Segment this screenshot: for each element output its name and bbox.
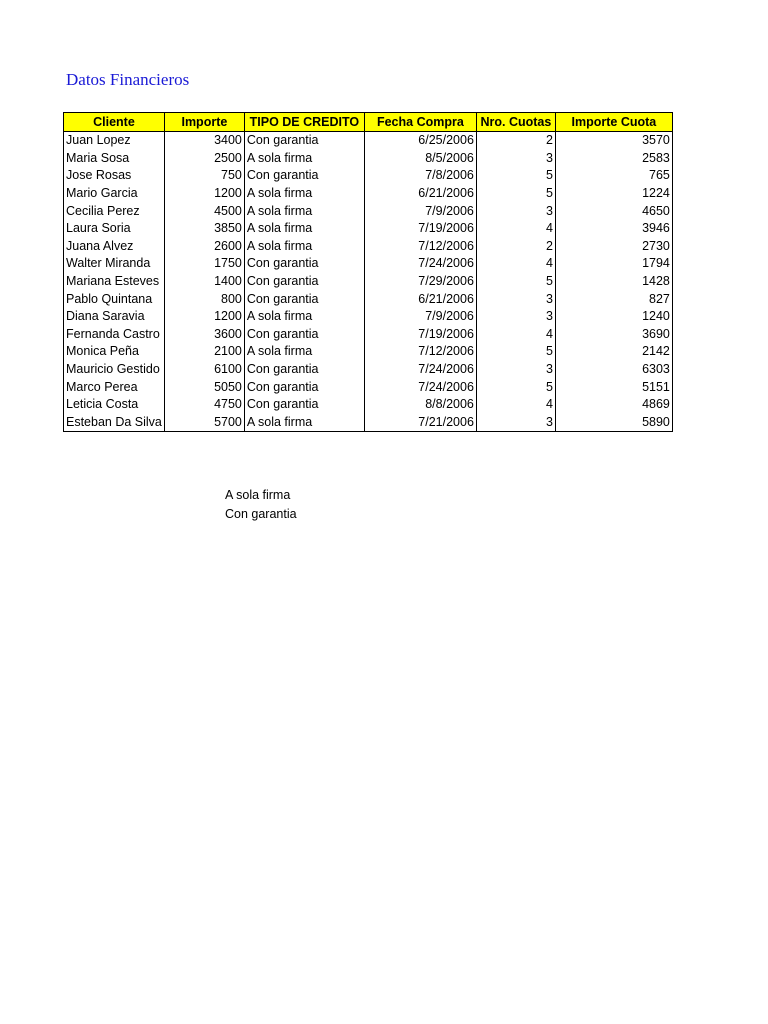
cell-nro-cuotas[interactable]: 2 — [476, 132, 555, 150]
cell-tipo-de-credito[interactable]: A sola firma — [244, 343, 364, 361]
table-row — [64, 414, 673, 432]
cell-cliente[interactable]: Pablo Quintana — [64, 290, 165, 308]
cell-fecha-compra[interactable]: 7/24/2006 — [364, 361, 476, 379]
cell-importe-cuota[interactable]: 1794 — [555, 255, 672, 273]
table-row — [64, 202, 673, 220]
financial-data-table — [63, 112, 673, 432]
table-row — [64, 290, 673, 308]
cell-fecha-compra[interactable]: 7/19/2006 — [364, 220, 476, 238]
cell-cliente[interactable]: Mauricio Gestido — [64, 361, 165, 379]
cell-importe[interactable]: 2500 — [164, 150, 244, 168]
cell-cliente[interactable]: Juan Lopez — [64, 132, 165, 150]
cell-importe-cuota[interactable]: 1240 — [555, 308, 672, 326]
cell-importe[interactable]: 2600 — [164, 238, 244, 256]
cell-cliente[interactable]: Esteban Da Silva — [64, 414, 165, 432]
cell-nro-cuotas[interactable]: 3 — [476, 308, 555, 326]
cell-importe[interactable]: 1200 — [164, 308, 244, 326]
cell-cliente[interactable]: Jose Rosas — [64, 167, 165, 185]
cell-importe[interactable]: 4500 — [164, 202, 244, 220]
cell-importe[interactable]: 1200 — [164, 185, 244, 203]
cell-importe[interactable]: 4750 — [164, 396, 244, 414]
cell-nro-cuotas[interactable]: 4 — [476, 255, 555, 273]
table-row — [64, 343, 673, 361]
cell-fecha-compra[interactable]: 7/8/2006 — [364, 167, 476, 185]
header-importe[interactable]: Importe — [164, 113, 244, 132]
table-row — [64, 185, 673, 203]
table-row — [64, 378, 673, 396]
cell-fecha-compra[interactable]: 7/9/2006 — [364, 308, 476, 326]
cell-tipo-de-credito[interactable]: A sola firma — [244, 414, 364, 432]
cell-nro-cuotas[interactable]: 3 — [476, 361, 555, 379]
cell-cliente[interactable]: Cecilia Perez — [64, 202, 165, 220]
cell-fecha-compra[interactable]: 7/19/2006 — [364, 326, 476, 344]
cell-tipo-de-credito[interactable]: A sola firma — [244, 238, 364, 256]
cell-importe-cuota[interactable]: 3946 — [555, 220, 672, 238]
cell-importe-cuota[interactable]: 765 — [555, 167, 672, 185]
cell-importe-cuota[interactable]: 1224 — [555, 185, 672, 203]
cell-tipo-de-credito[interactable]: Con garantia — [244, 396, 364, 414]
cell-fecha-compra[interactable]: 7/24/2006 — [364, 378, 476, 396]
cell-tipo-de-credito[interactable]: A sola firma — [244, 308, 364, 326]
table-row — [64, 150, 673, 168]
header-fecha-compra[interactable]: Fecha Compra — [364, 113, 476, 132]
cell-fecha-compra[interactable]: 7/9/2006 — [364, 202, 476, 220]
cell-fecha-compra[interactable]: 6/25/2006 — [364, 132, 476, 150]
header-row — [64, 113, 673, 132]
cell-fecha-compra[interactable]: 6/21/2006 — [364, 185, 476, 203]
header-cliente[interactable]: Cliente — [64, 113, 165, 132]
cell-fecha-compra[interactable]: 8/8/2006 — [364, 396, 476, 414]
cell-importe[interactable]: 3400 — [164, 132, 244, 150]
cell-nro-cuotas[interactable]: 5 — [476, 378, 555, 396]
cell-importe-cuota[interactable]: 2583 — [555, 150, 672, 168]
cell-nro-cuotas[interactable]: 3 — [476, 202, 555, 220]
cell-importe-cuota[interactable]: 1428 — [555, 273, 672, 291]
cell-importe-cuota[interactable]: 3690 — [555, 326, 672, 344]
cell-nro-cuotas[interactable]: 2 — [476, 238, 555, 256]
cell-nro-cuotas[interactable]: 3 — [476, 150, 555, 168]
cell-importe[interactable]: 2100 — [164, 343, 244, 361]
cell-importe[interactable]: 3850 — [164, 220, 244, 238]
cell-cliente[interactable]: Maria Sosa — [64, 150, 165, 168]
table-row — [64, 220, 673, 238]
cell-nro-cuotas[interactable]: 5 — [476, 273, 555, 291]
cell-importe-cuota[interactable]: 4869 — [555, 396, 672, 414]
cell-fecha-compra[interactable]: 7/12/2006 — [364, 343, 476, 361]
cell-importe-cuota[interactable]: 6303 — [555, 361, 672, 379]
cell-importe-cuota[interactable]: 5151 — [555, 378, 672, 396]
cell-nro-cuotas[interactable]: 3 — [476, 290, 555, 308]
cell-tipo-de-credito[interactable]: A sola firma — [244, 220, 364, 238]
cell-importe-cuota[interactable]: 2730 — [555, 238, 672, 256]
cell-tipo-de-credito[interactable]: Con garantia — [244, 290, 364, 308]
cell-tipo-de-credito[interactable]: A sola firma — [244, 150, 364, 168]
cell-importe[interactable]: 5050 — [164, 378, 244, 396]
cell-cliente[interactable]: Mario Garcia — [64, 185, 165, 203]
cell-tipo-de-credito[interactable]: Con garantia — [244, 326, 364, 344]
cell-tipo-de-credito[interactable]: Con garantia — [244, 273, 364, 291]
cell-importe[interactable]: 800 — [164, 290, 244, 308]
cell-fecha-compra[interactable]: 7/12/2006 — [364, 238, 476, 256]
cell-importe[interactable]: 5700 — [164, 414, 244, 432]
cell-nro-cuotas[interactable]: 5 — [476, 343, 555, 361]
table-row — [64, 255, 673, 273]
cell-fecha-compra[interactable]: 7/24/2006 — [364, 255, 476, 273]
cell-importe-cuota[interactable]: 2142 — [555, 343, 672, 361]
sheet-title: Datos Financieros — [66, 70, 190, 89]
cell-importe[interactable]: 3600 — [164, 326, 244, 344]
table-row — [64, 326, 673, 344]
cell-importe[interactable]: 750 — [164, 167, 244, 185]
cell-cliente[interactable]: Fernanda Castro — [64, 326, 165, 344]
cell-nro-cuotas[interactable]: 5 — [476, 167, 555, 185]
cell-importe[interactable]: 1750 — [164, 255, 244, 273]
cell-tipo-de-credito[interactable]: Con garantia — [244, 167, 364, 185]
cell-nro-cuotas[interactable]: 3 — [476, 414, 555, 432]
table-row — [64, 273, 673, 291]
cell-nro-cuotas[interactable]: 5 — [476, 185, 555, 203]
cell-cliente[interactable]: Juana Alvez — [64, 238, 165, 256]
cell-cliente[interactable]: Monica Peña — [64, 343, 165, 361]
header-importe-cuota[interactable]: Importe Cuota — [555, 113, 672, 132]
cell-cliente[interactable]: Diana Saravia — [64, 308, 165, 326]
header-tipo-de-credito[interactable]: TIPO DE CREDITO — [244, 113, 364, 132]
cell-fecha-compra[interactable]: 6/21/2006 — [364, 290, 476, 308]
table-row — [64, 361, 673, 379]
cell-cliente[interactable]: Laura Soria — [64, 220, 165, 238]
cell-tipo-de-credito[interactable]: Con garantia — [244, 255, 364, 273]
cell-fecha-compra[interactable]: 8/5/2006 — [364, 150, 476, 168]
cell-importe-cuota[interactable]: 3570 — [555, 132, 672, 150]
cell-nro-cuotas[interactable]: 4 — [476, 326, 555, 344]
cell-fecha-compra[interactable]: 7/21/2006 — [364, 414, 476, 432]
credit-type-list — [225, 486, 297, 524]
cell-tipo-de-credito[interactable]: A sola firma — [244, 202, 364, 220]
credit-type-item[interactable]: A sola firma — [225, 488, 291, 502]
cell-tipo-de-credito[interactable]: A sola firma — [244, 185, 364, 203]
cell-nro-cuotas[interactable]: 4 — [476, 396, 555, 414]
cell-importe-cuota[interactable]: 827 — [555, 290, 672, 308]
cell-importe[interactable]: 6100 — [164, 361, 244, 379]
cell-cliente[interactable]: Mariana Esteves — [64, 273, 165, 291]
cell-importe[interactable]: 1400 — [164, 273, 244, 291]
cell-fecha-compra[interactable]: 7/29/2006 — [364, 273, 476, 291]
header-nro-cuotas[interactable]: Nro. Cuotas — [476, 113, 555, 132]
cell-cliente[interactable]: Walter Miranda — [64, 255, 165, 273]
table-row — [64, 238, 673, 256]
cell-importe-cuota[interactable]: 5890 — [555, 414, 672, 432]
table-row — [64, 132, 673, 150]
credit-type-item[interactable]: Con garantia — [225, 507, 297, 521]
table-row — [64, 167, 673, 185]
cell-importe-cuota[interactable]: 4650 — [555, 202, 672, 220]
cell-tipo-de-credito[interactable]: Con garantia — [244, 378, 364, 396]
cell-tipo-de-credito[interactable]: Con garantia — [244, 132, 364, 150]
table-row — [64, 396, 673, 414]
cell-cliente[interactable]: Leticia Costa — [64, 396, 165, 414]
cell-nro-cuotas[interactable]: 4 — [476, 220, 555, 238]
cell-cliente[interactable]: Marco Perea — [64, 378, 165, 396]
table-row — [64, 308, 673, 326]
cell-tipo-de-credito[interactable]: Con garantia — [244, 361, 364, 379]
